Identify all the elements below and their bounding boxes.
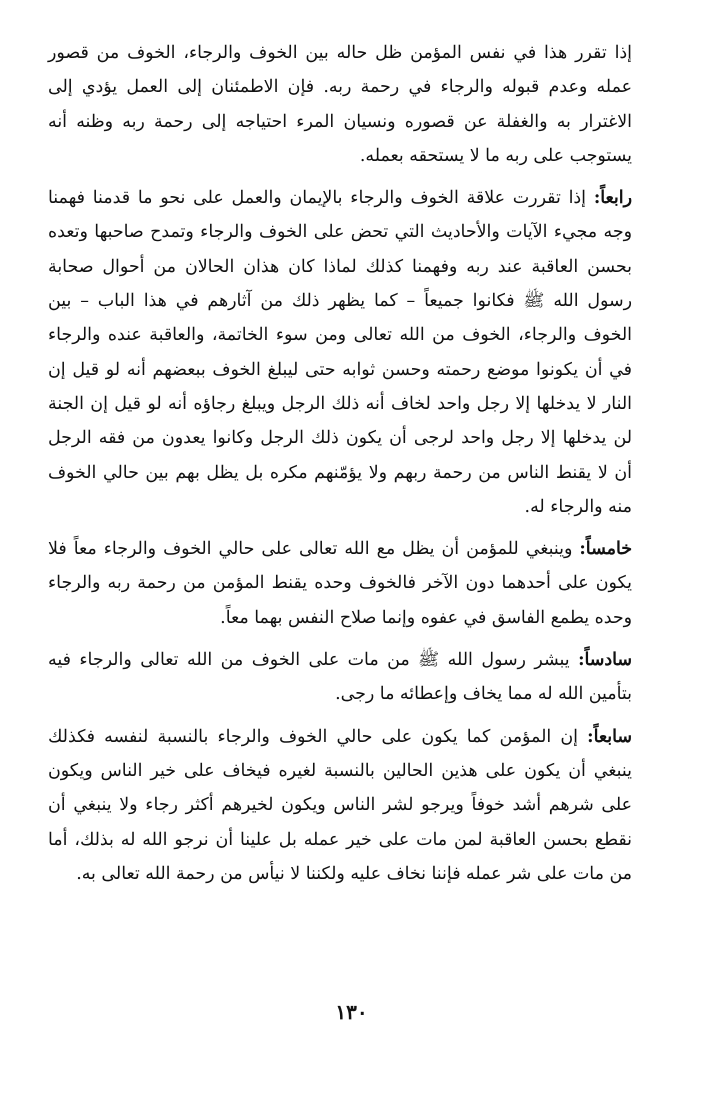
paragraph-text: يبشر رسول الله ﷺ من مات على الخوف من الله تعالى والرجاء فيه بتأمين الله له مما يخاف وإعطائه ما رجى. (48, 650, 632, 705)
paragraph-heading: رابعاً: (593, 188, 632, 209)
paragraph-sixth (48, 643, 632, 712)
paragraph-heading: سابعاً: (587, 726, 632, 747)
page-number: ١٣٠ (335, 1000, 368, 1024)
body-text (48, 36, 632, 891)
paragraph-text: وينبغي للمؤمن أن يظل مع الله تعالى على حالي الخوف والرجاء معاً فلا يكون على أحدهما دون الآخر فالخوف وحده يقنط المؤمن من رحمة ربه والرجاء وحده يطمع الفاسق في عفوه وإنما صلاح النفس بهما معاً. (48, 539, 632, 628)
paragraph-fifth (48, 532, 632, 635)
paragraph-intro (48, 36, 632, 173)
paragraph-text: إذا تقرر هذا في نفس المؤمن ظل حاله بين الخوف والرجاء، الخوف من قصور عمله وعدم قبوله والرجاء في رحمة ربه. فإن الاطمئنان إلى العمل يؤدي إلى الاغترار به والغفلة عن قصوره ونسيان المرء احتياجه إلى رحمة ربه وظنه أنه يستوجب على ربه ما لا يستحقه بعمله. (48, 43, 632, 166)
paragraph-fourth (48, 181, 632, 524)
paragraph-heading: سادساً: (578, 650, 632, 671)
paragraph-heading: خامساً: (579, 539, 632, 560)
paragraph-text: إن المؤمن كما يكون على حالي الخوف والرجاء بالنسبة لنفسه فكذلك ينبغي أن يكون على هذين الحالين بالنسبة لغيره فيخاف على خير الناس ويكون على شرهم أشد خوفاً ويرجو لشر الناس ويكون لخيرهم أكثر رجاء ولا ينبغي أن نقطع بحسن العاقبة لمن مات على خير عمله بل علينا أن نرجو الله له بذلك، أما من مات على شر عمله فإننا نخاف عليه ولكننا لا نيأس من رحمة الله تعالى به. (48, 726, 632, 884)
paragraph-text: إذا تقررت علاقة الخوف والرجاء بالإيمان والعمل على نحو ما قدمنا فهمنا وجه مجيء الآيات والأحاديث التي تحض على الخوف والرجاء وتمدح صاحبها وتعده بحسن العاقبة عند ربه وفهمنا كذلك لماذا كان هذان الحالان من أحوال صحابة رسول الله ﷺ فكانوا جميعاً – كما يظهر ذلك من آثارهم في هذا الباب – بين الخوف والرجاء، الخوف من الله تعالى ومن سوء الخاتمة، والعاقبة عنده والرجاء في أن يكونوا موضع رحمته وحسن ثوابه حتى ليبلغ الخوف ببعضهم أنه لو قيل إن النار لا يدخلها إلا رجل واحد لخاف أنه ذلك الرجل ويبلغ رجاؤه أنه لو قيل إن الجنة لن يدخلها إلا رجل واحد لرجى أن يكون ذلك الرجل وكانوا يعدون من فقه الرجل أن لا يقنط الناس من رحمة ربهم ولا يؤمّنهم مكره بل يظل بهم بين حالي الخوف منه والرجاء له. (48, 188, 632, 517)
paragraph-seventh (48, 720, 632, 891)
